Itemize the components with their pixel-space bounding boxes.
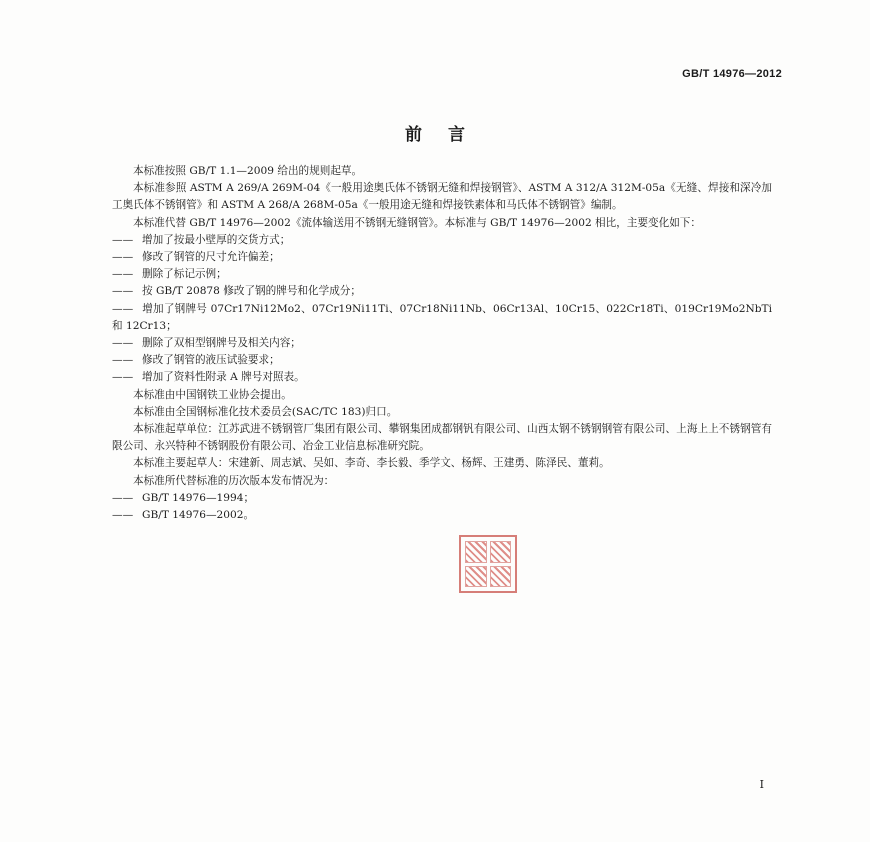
- list-item: —— 修改了钢管的尺寸允许偏差；: [112, 251, 280, 264]
- foreword-body: [112, 163, 772, 524]
- standard-number: GB/T 14976—2012: [682, 68, 782, 80]
- list-item: —— 增加了资料性附录 A 牌号对照表。: [112, 371, 305, 384]
- paragraph-drafting-units: 本标准起草单位：江苏武进不锈钢管厂集团有限公司、攀钢集团成都钢钒有限公司、山西太钢不锈钢钢管有限公司、上海上上不锈钢管有限公司、永兴特种不锈钢股份有限公司、冶金工业信息标准研究院。: [112, 423, 772, 453]
- list-item: —— 增加了钢牌号 07Cr17Ni12Mo2、07Cr19Ni11Ti、07Cr18Ni11Nb、06Cr13Al、10Cr15、022Cr18Ti、019Cr19Mo2NbTi 和 12Cr13；: [112, 302, 772, 332]
- seal-stamp: [459, 535, 517, 593]
- paragraph-under-jurisdiction: 本标准由全国钢标准化技术委员会(SAC/TC 183)归口。: [133, 405, 398, 418]
- paragraph-history: 本标准所代替标准的历次版本发布情况为：: [133, 474, 335, 487]
- paragraph-replaces: 本标准代替 GB/T 14976—2002《流体输送用不锈钢无缝钢管》。本标准与 GB/T 14976—2002 相比，主要变化如下：: [133, 216, 701, 229]
- list-item: —— 修改了钢管的液压试验要求；: [112, 354, 280, 367]
- page-title: 前言: [405, 125, 491, 145]
- list-item: —— GB/T 14976—1994；: [112, 491, 255, 504]
- paragraph-proposed-by: 本标准由中国钢铁工业协会提出。: [133, 388, 292, 401]
- list-item: —— 按 GB/T 20878 修改了钢的牌号和化学成分；: [112, 285, 361, 298]
- paragraph-reference-standards: 本标准参照 ASTM A 269/A 269M-04《一般用途奥氏体不锈钢无缝和焊接钢管》、ASTM A 312/A 312M-05a《无缝、焊接和深冷加工奥氏体不锈钢管》和 ASTM A 268/A 268M-05a《一般用途无缝和焊接铁素体和马氏体不锈钢管》编制。: [112, 182, 772, 212]
- list-item: —— 删除了标记示例；: [112, 268, 227, 281]
- list-item: —— 增加了按最小壁厚的交货方式；: [112, 233, 291, 246]
- page-number: I: [759, 778, 764, 791]
- paragraph-drafters: 本标准主要起草人：宋建新、周志斌、吴如、李奇、李长毅、季学文、杨辉、王建勇、陈泽民、董莉。: [133, 457, 610, 470]
- paragraph-drafting-rules: 本标准按照 GB/T 1.1—2009 给出的规则起草。: [133, 165, 363, 177]
- list-item: —— GB/T 14976—2002。: [112, 509, 255, 522]
- list-item: —— 删除了双相型钢牌号及相关内容；: [112, 337, 301, 350]
